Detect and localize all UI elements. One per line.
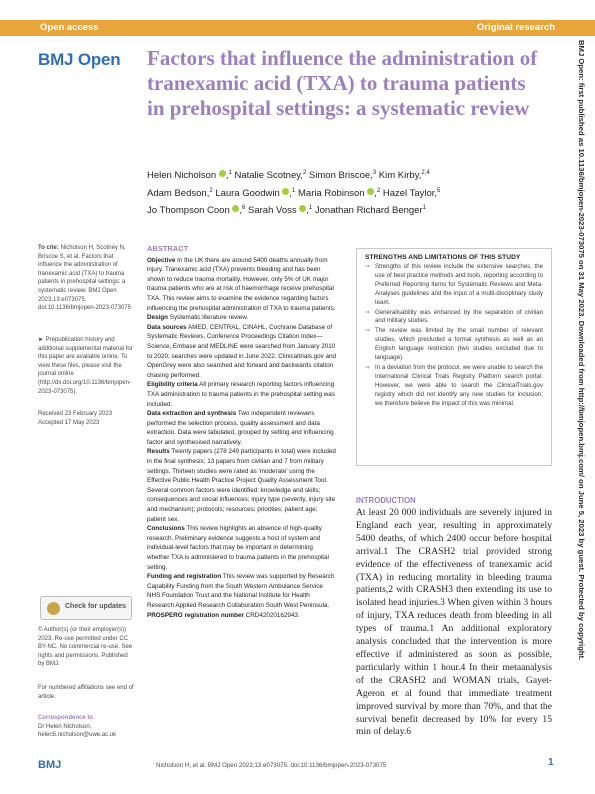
author-name[interactable]: Laura Goodwin	[215, 187, 280, 199]
author-name[interactable]: Jonathan Richard Benger	[314, 205, 423, 217]
affil-mark: 6	[242, 205, 246, 212]
abstract-section: Eligibility criteria All primary research reporting factors influencing TXA administration to trauma patients in the prehospital setting was included.	[147, 381, 335, 408]
accepted-date: Accepted 17 May 2023	[38, 420, 100, 426]
crossmark-icon	[47, 602, 60, 615]
orcid-icon[interactable]	[282, 188, 289, 195]
author-line-1: Helen Nicholson ,$^1$ Natalie Scotney,$^2$ Simon Briscoe,$^3$ Kim Kirby,$^{2,4}$	[147, 170, 430, 182]
correspondence-text[interactable]: Dr Helen Nicholson; helen5.nicholson@uwe.ac.uk	[38, 723, 117, 739]
affil-mark: 2	[302, 170, 307, 176]
affiliation-note: For numbered affiliations see end of article.	[38, 685, 134, 700]
correspondence-block	[38, 714, 135, 740]
author-name[interactable]: Kim Kirby	[378, 170, 419, 182]
abstract	[147, 244, 337, 620]
abstract-section: Data extraction and synthesis Two independent reviewers performed the selection process, quality assessment and data extraction. Data were tabulated, grouped by setting and influencing factor and synthesised narratively.	[147, 410, 334, 446]
cite-text: Nicholson H, Scotney N, Briscoe S, et al. Factors that influence the administration of tranexamic acid (TXA) to trauma patients in prehospital settings: a systematic review. BMJ Open 2023;13:e073075. doi:10.1136/bmjopen-2023-073075	[38, 245, 131, 312]
journal-logo: BMJ Open	[38, 50, 121, 69]
received-date: Received 23 February 2023	[38, 411, 113, 417]
abstract-section: Objective In the UK there are around 5400 deaths annually from injury. Tranexamic acid (TXA) prevents bleeding and has been shown to reduce trauma mortality. However, only 5% of UK major trauma patients who are at risk of haemorrhage receive prehospital TXA. This review aims to examine the evidence regarding factors influencing the prehospital administration of TXA to trauma patients.	[147, 256, 336, 312]
strengths-list	[357, 263, 551, 409]
affil-mark: 1	[228, 170, 232, 176]
arrow-icon: ⇒	[365, 308, 371, 316]
affil-mark: 2	[209, 187, 213, 194]
check-for-updates-button[interactable]	[40, 596, 132, 620]
author-name[interactable]: Sarah Voss	[248, 205, 297, 217]
orcid-icon[interactable]	[299, 205, 306, 212]
affil-mark: 2,4	[421, 170, 430, 176]
affil-mark: 3	[372, 170, 377, 176]
abstract-section: Funding and registration This review was supported by Research Capability Funding from the South Western Ambulance Service NHS Foundation Trust and the National Institute for Health Research Applied Research Collaboration South West Peninsula.	[147, 573, 335, 609]
prepub-note[interactable]: ► Prepublication history and additional supplemental material for this paper are available online. To view these files, please visit the journal online (http://dx.doi.org/10.1136/bmjopen-2023-073075).	[38, 337, 133, 395]
author-name[interactable]: Simon Briscoe	[308, 170, 371, 182]
footer-logo: BMJ	[38, 759, 62, 771]
arrow-icon: ⇒	[365, 363, 371, 371]
author-name[interactable]: Adam Bedson	[147, 187, 207, 199]
side-download-note	[575, 40, 589, 760]
abstract-section: Design Systematic literature review.	[147, 314, 249, 322]
article-title: Factors that influence the administration of tranexamic acid (TXA) to trauma patients in prehospital settings: a systematic review	[147, 46, 538, 120]
strengths-heading: STRENGTHS AND LIMITATIONS OF THIS STUDY	[365, 254, 521, 261]
strengths-limitations-box	[356, 248, 552, 466]
author-name[interactable]: Hazel Taylor	[382, 187, 435, 199]
top-banner	[0, 20, 595, 36]
introduction-heading: INTRODUCTION	[356, 496, 416, 505]
affil-mark: 1	[292, 187, 296, 194]
arrow-icon: ⇒	[365, 327, 371, 335]
orcid-icon[interactable]	[232, 205, 239, 212]
open-access-label: Open access	[40, 22, 99, 33]
list-item: ⇒ Generalisability was enhanced by the separation of civilian and military studies.	[365, 308, 543, 325]
cite-label: To cite:	[38, 245, 59, 251]
introduction-text: At least 20 000 individuals are severely injured in England each year, resulting in approximately 5400 deaths, of which 2400 occur before hospital arrival.1 The CRASH2 trial provided strong evidence of the effectiveness of tranexamic acid (TXA) in reducing mortality in bleeding trauma patients,2 with CRASH3 then extending its use to isolated head injuries.3 When given within 3 hours of injury, TXA reduces death from bleeding in all types of trauma.1 An additional exploratory analysis concluded that the intervention is more effective if administered as soon as possible, particularly within 1 hour.4 In their metaanalysis of the CRASH2 and WOMAN trials, Gayet-Ageron et al found that immediate treatment improved survival by more than 70%, and that the survival benefit decreased by 10% for every 15 min of delay.6	[356, 507, 552, 738]
correspondence-heading: Correspondence to	[38, 715, 94, 721]
abstract-section: Data sources AMED, CENTRAL, CINAHL, Cochrane Database of Systematic Reviews, Conference Proceedings Citation Index—Science, Embase and MEDLINE were searched from January 2010 to 2020; searches were updated in June 2022. Clinicaltrials.gov and OpenGrey were also searched and forward and backwards citation chasing performed.	[147, 323, 337, 379]
abstract-section: Results Twenty papers (278 249 participants in total) were included in the final synthesis; 13 papers from civilian and 7 from military settings. Thirteen studies were rated as 'moderate' using the Effective Public Health Practice Project Quality Assessment Tool. Several common factors were identified: knowledge and skills; consequences and social influences; injury type (severity, injury site and mechanism); protocols; resources; priorities; patient age; patient sex.	[147, 448, 336, 523]
author-name[interactable]: Helen Nicholson	[147, 170, 217, 182]
list-item: ⇒ In a deviation from the protocol, we were unable to search the International Clinical Trials Registry Platform search portal. However, we were able to search the ClinicalTrials.gov registry which did not identify any new studies for inclusion; we therefore believe the impact of this was minimal.	[365, 363, 543, 407]
download-statement[interactable]: BMJ Open: first published as 10.1136/bmjopen-2023-073075 on 31 May 2023. Downloaded from http://bmjopen.bmj.com/ on June 5, 2023 by guest. Protected by copyright.	[577, 40, 586, 661]
abstract-section: PROSPERO registration number CRD42020162943.	[147, 611, 300, 619]
author-name[interactable]: Natalie Scotney	[234, 170, 301, 182]
list-item: ⇒ Strengths of this review include the extensive searches, the use of best practice methods and tools, reporting according to Preferred Reporting Items for Systematic Reviews and Meta-Analyses guidelines and the input of a multi-disciplinary study team.	[365, 263, 543, 306]
copyright-note: © Author(s) (or their employer(s)) 2023. Re-use permitted under CC BY-NC. No commercial re-use. See rights and permissions. Published by BMJ.	[38, 627, 133, 668]
author-name[interactable]: Jo Thompson Coon	[147, 205, 230, 217]
abstract-heading: ABSTRACT	[147, 244, 189, 253]
author-line-3: Jo Thompson Coon ,$^6$ Sarah Voss ,$^1$ Jonathan Richard Benger$^1$	[147, 205, 426, 217]
abstract-section: Conclusions This review highlights an absence of high-quality research. Preliminary evidence suggests a host of system and individual-level factors that may be important in determining whether TXA is administered to trauma patients in the prehospital setting.	[147, 525, 329, 571]
author-name[interactable]: Maria Robinson	[298, 187, 365, 199]
footer-citation[interactable]: Nicholson H, et al. BMJ Open 2023;13:e073075. doi:10.1136/bmjopen-2023-073075	[156, 762, 387, 769]
affil-mark: 2	[376, 187, 381, 194]
affil-mark: 1	[308, 205, 313, 212]
arrow-icon: ⇒	[365, 263, 371, 270]
affil-mark: 1	[422, 205, 426, 212]
cite-block	[38, 244, 135, 313]
page-number: 1	[548, 757, 554, 768]
check-updates-label: Check for updates	[65, 603, 127, 610]
orcid-icon[interactable]	[219, 170, 226, 177]
author-line-2: Adam Bedson,$^2$ Laura Goodwin ,$^1$ Maria Robinson ,$^2$ Hazel Taylor,$^5$	[147, 187, 441, 199]
orcid-icon[interactable]	[367, 188, 374, 195]
article-type-label: Original research	[476, 22, 555, 33]
list-item: ⇒ The review was limited by the small number of relevant studies, which precluded a formal synthesis as well as an English language restriction (two studies excluded due to language).	[365, 327, 543, 362]
author-list	[147, 166, 547, 219]
affil-mark: 5	[437, 187, 441, 194]
